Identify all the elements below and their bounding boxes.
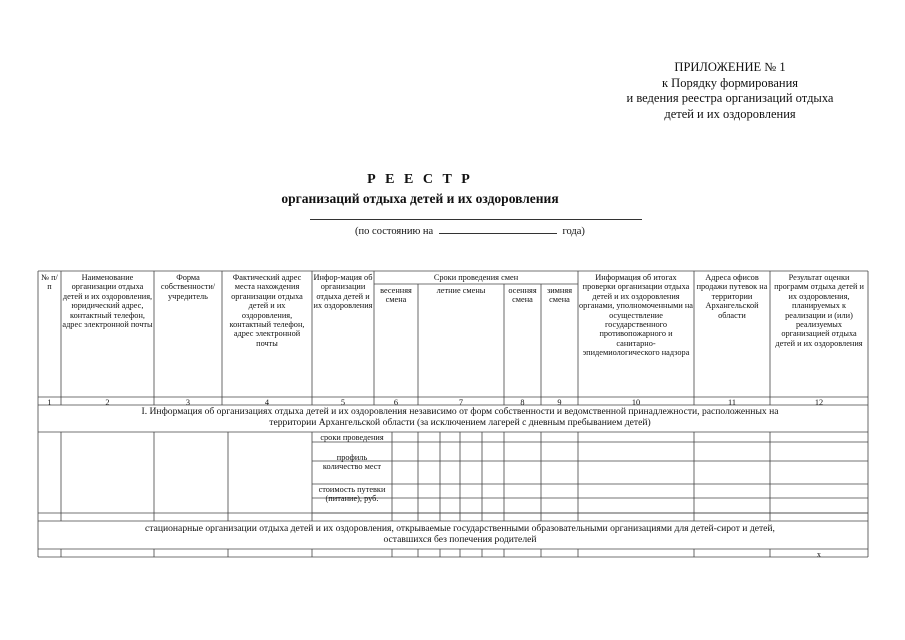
info-row-label-1: сроки проведения [320, 432, 384, 442]
column-number-5: 5 [340, 397, 346, 406]
document-title: Р Е Е С Т Р [367, 172, 473, 187]
header-col-9: зимняя смена [546, 286, 573, 305]
column-number-8: 8 [520, 397, 525, 406]
column-number-7: 7 [458, 397, 464, 406]
header-col-7: летние смены [436, 286, 486, 295]
document-subtitle: организаций отдыха детей и их оздоровления [281, 191, 559, 206]
header-col-3: Форма собственности/ учредитель [160, 273, 216, 301]
header-sroki: Сроки проведения смен [433, 273, 519, 282]
as-of-suffix: года) [562, 226, 585, 237]
appendix-line: детей и их оздоровления [664, 106, 796, 121]
not-applicable-mark: х [816, 549, 822, 558]
column-number-6: 6 [393, 397, 399, 406]
header-col-8: осенняя смена [508, 286, 537, 305]
header-col-11: Адреса офисов продажи путевок на территории Архангельской области [696, 273, 768, 320]
header-col-2: Наименование организации отдыха детей и их оздоровления, юридический адрес, контактный телефон, адрес электронной почты [62, 273, 153, 330]
header-col-5: Инфор-мация об организации отдыха детей и их оздоровления [313, 273, 373, 311]
header-col-10: Информация об итогах проверки организации отдыха детей и их оздоровления органами, уполномоченными на осуществление государственного противопожарного и санитарно-эпидемиологического надзора [579, 273, 693, 358]
appendix-line: и ведения реестра организаций отдыха [626, 91, 834, 105]
appendix-line: ПРИЛОЖЕНИЕ № 1 [674, 60, 786, 74]
info-row-label-4: стоимость путевки (питание), руб. [318, 484, 386, 503]
column-number-11: 11 [728, 397, 736, 406]
as-of-prefix: (по состоянию на [355, 226, 434, 237]
info-row-label-3: количество мест [322, 461, 382, 471]
header-col-6: весенняя смена [380, 286, 412, 305]
column-number-10: 10 [631, 397, 641, 406]
section-2-heading: стационарные организации отдыха детей и их оздоровления, открываемые государственными образовательными организациями для детей-сирот и детей, оставшихся без попечения родителей [145, 523, 775, 546]
column-number-1: 1 [47, 397, 52, 406]
column-number-4: 4 [264, 397, 270, 406]
column-number-2: 2 [105, 397, 110, 406]
section-1-heading: I. Информация об организациях отдыха детей и их оздоровления независимо от форм собственности и ведомственной принадлежности, расположенных на территории Архангельской области (за исключением лагерей с дневным пребыванием детей) [141, 406, 779, 429]
column-number-3: 3 [185, 397, 191, 406]
appendix-line: к Порядку формирования [661, 75, 799, 90]
header-col-12: Результат оценки программ отдыха детей и их оздоровления, планируемых к реализации и (или) реализуемых организацией отдыха детей и их оздоровления [774, 273, 864, 348]
header-col-1: № п/п [41, 273, 58, 292]
column-number-9: 9 [557, 397, 562, 406]
header-col-4: Фактический адрес места нахождения организации отдыха детей и их оздоровления, контактный телефон, адрес электронной почты [229, 273, 305, 348]
info-row-label-2: профиль [336, 452, 368, 462]
column-number-12: 12 [814, 397, 824, 406]
